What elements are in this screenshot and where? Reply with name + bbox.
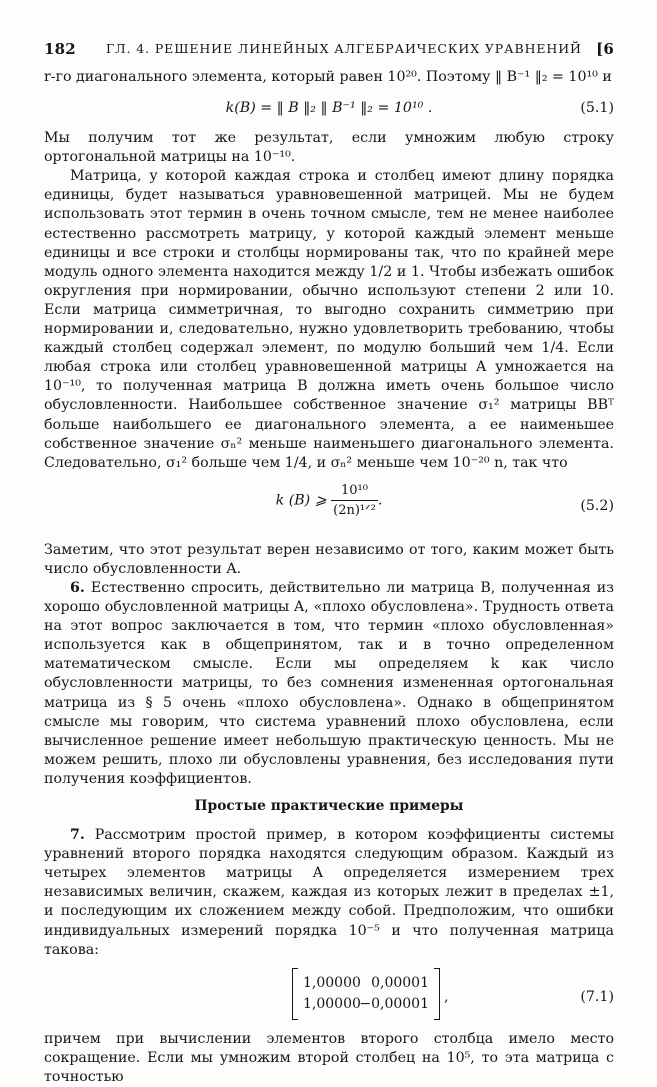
equation-5-2-lhs: k (B) ⩾ <box>275 492 327 509</box>
matrix-cell-2-1: 1,00000 <box>303 995 361 1012</box>
paragraph-5 <box>44 826 614 960</box>
equation-5-1-number: (5.1) <box>580 100 614 117</box>
paragraph-3: Заметим, что этот результат верен независимо от того, каким может быть число обусловленности A. <box>44 541 614 577</box>
matrix-cell-1-1: 1,00000 <box>303 974 361 991</box>
paragraph-6: причем при вычислении элементов второго столбца имело место сокращение. Если мы умножим второй столбец на 10⁵, то эта матрица с точностью <box>44 1030 614 1085</box>
equation-5-1-expression: k(B) = ‖ B ‖₂ ‖ B⁻¹ ‖₂ = 10¹⁰ . <box>225 100 433 117</box>
matrix-row-1 <box>301 974 431 994</box>
paragraph-1: Мы получим тот же результат, если умножим любую строку ортогональной матрицы на 10⁻¹⁰. <box>44 130 614 166</box>
matrix-cell-2-2: −0,00001 <box>359 995 429 1012</box>
section-heading: Простые практические примеры <box>194 798 464 814</box>
matrix-comma: , <box>444 988 449 1005</box>
section-mark: [6 <box>596 40 614 58</box>
matrix-cell-1-2: 0,00001 <box>371 974 429 991</box>
page-number: 182 <box>44 40 76 58</box>
item-number-6: 6. <box>70 579 85 596</box>
equation-5-2-denominator: (2n)¹ᐟ² <box>333 502 376 518</box>
equation-5-1 <box>44 93 614 125</box>
paragraph-4 <box>44 579 614 789</box>
paragraph-continued: r-го диагонального элемента, который равен 10²⁰. Поэтому ‖ B⁻¹ ‖₂ = 10¹⁰ и <box>44 69 612 85</box>
paragraph-4-text: Естественно спросить, действительно ли матрица B, полученная из хорошо обусловленной матрицы A, «плохо обусловлена». Трудность ответа на этот вопрос заключается в том, что термин «плохо обусловленная» используется как в общепринятом, так и в точно определенном математическом смысле. Если мы определяем k как число обусловленности матрицы, то без сомнения измененная ортогональная матрица из § 5 очень «плохо обусловлена». Однако в общепринятом смысле мы говорим, что система уравнений плохо обусловлена, если вычисленное решение имеет небольшую практическую ценность. Мы не можем решить, плохо ли обусловлены уравнения, без исследования пути получения коэффициентов. <box>44 579 614 787</box>
paragraph-5-text: Рассмотрим простой пример, в котором коэффициенты системы уравнений второго порядка находятся следующим образом. Каждый из четырех элементов матрицы A определяется измерением трех независимых величин, скажем, каждая из которых лежит в пределах ±1, и последующим их сложением между собой. Предположим, что ошибки индивидуальных измерений порядка 10⁻⁵ и что полученная матрица такова: <box>44 827 614 958</box>
item-number-7: 7. <box>70 827 85 844</box>
running-header <box>44 40 614 62</box>
equation-5-2-tail: . <box>377 492 383 509</box>
equation-7-1 <box>44 966 614 1026</box>
equation-5-2-fraction <box>331 481 378 520</box>
equation-5-2-numerator: 10¹⁰ <box>331 481 378 501</box>
matrix-row-2 <box>301 995 431 1015</box>
paragraph-2: Матрица, у которой каждая строка и столбец имеют длину порядка единицы, будет называться уравновешенной матрицей. Мы не будем использовать этот термин в очень точном смысле, тем не менее наиболее естественно рассмотреть матрицу, у которой каждый элемент меньше единицы и все строки и столбцы нормированы так, что по крайней мере модуль одного элемента находится между 1/2 и 1. Чтобы избежать ошибок округления при нормировании, обычно используют степени 2 или 10. Если матрица симметричная, то выгодно сохранить симметрию при нормировании и, следовательно, нужно удовлетворить требованию, чтобы каждый столбец содержал элемент, по модулю больший чем 1/4. Если любая строка или столбец уравновешенной матрицы A умножается на 10⁻¹⁰, то полученная матрица B должна иметь очень большое число обусловленности. Наибольшее собственное значение σ₁² матрицы BBᵀ больше наибольшего ее диагонального элемента, а ее наименьшее собственное значение σₙ² меньше наименьшего диагонального элемента. Следовательно, σ₁² больше чем 1/4, и σₙ² меньше чем 10⁻²⁰ n, так что <box>44 168 614 471</box>
page-body <box>44 68 614 1087</box>
running-title: ГЛ. 4. РЕШЕНИЕ ЛИНЕЙНЫХ АЛГЕБРАИЧЕСКИХ УРАВНЕНИЙ <box>106 41 582 56</box>
equation-5-2-number: (5.2) <box>580 497 614 514</box>
equation-5-2-expression <box>44 481 614 520</box>
equation-5-2 <box>44 479 614 537</box>
matrix-brackets <box>292 968 440 1020</box>
equation-7-1-number: (7.1) <box>580 988 614 1005</box>
